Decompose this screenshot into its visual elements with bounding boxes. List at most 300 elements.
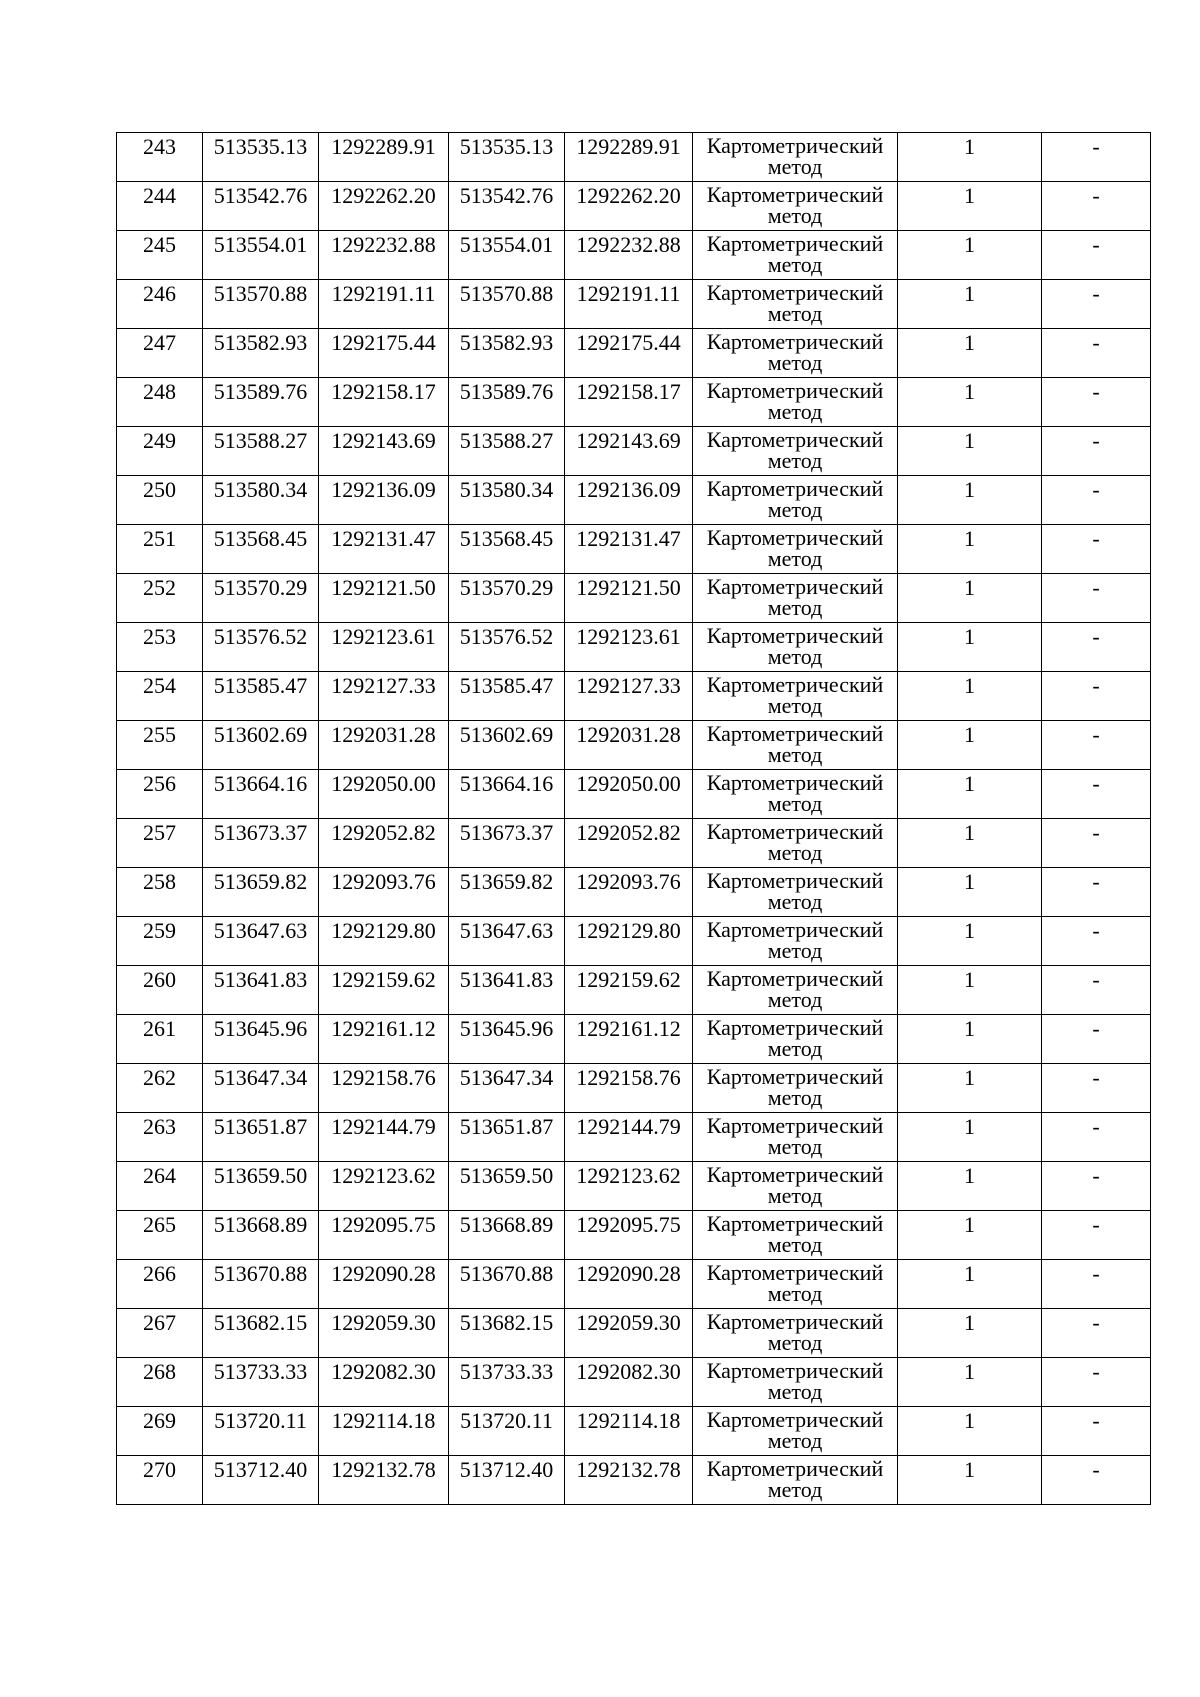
- point-number-cell: [117, 476, 203, 525]
- x-old-cell: [203, 427, 319, 476]
- cell-text: 1: [964, 232, 975, 257]
- cell-text: 513733.33: [213, 1359, 308, 1384]
- point-number-cell: [117, 182, 203, 231]
- cell-text: 269: [143, 1408, 176, 1433]
- cell-text: 513647.63: [459, 918, 554, 943]
- cell-text: 513570.88: [213, 281, 308, 306]
- cell-text: 1292136.09: [576, 477, 681, 502]
- method-line-2: метод: [767, 1281, 823, 1306]
- cell-text: 265: [143, 1212, 176, 1237]
- y-old-cell: [319, 1064, 449, 1113]
- method-cell: [693, 1113, 898, 1162]
- cell-text: -: [1092, 1408, 1100, 1433]
- cell-text: 246: [143, 281, 176, 306]
- method-line-2: метод: [767, 987, 823, 1012]
- cell-text: 513570.29: [459, 575, 554, 600]
- y-new-cell: [565, 917, 693, 966]
- x-old-cell: [203, 329, 319, 378]
- cell-text: 252: [143, 575, 176, 600]
- description-cell: [1042, 966, 1151, 1015]
- cell-text: -: [1092, 1359, 1100, 1384]
- cell-text: 513568.45: [213, 526, 308, 551]
- cell-text: 513554.01: [459, 232, 554, 257]
- y-new-cell: [565, 623, 693, 672]
- cell-text: 1292052.82: [576, 820, 681, 845]
- cell-text: 513664.16: [213, 771, 308, 796]
- x-old-cell: [203, 721, 319, 770]
- cell-text: 1: [964, 1457, 975, 1482]
- cell-text: 1: [964, 1163, 975, 1188]
- cell-text: 250: [143, 477, 176, 502]
- table-row: [117, 231, 1151, 280]
- cell-text: 513585.47: [459, 673, 554, 698]
- cell-text: -: [1092, 281, 1100, 306]
- description-cell: [1042, 1113, 1151, 1162]
- method-line-1: Картометрический: [706, 917, 884, 942]
- y-new-cell: [565, 329, 693, 378]
- x-new-cell: [449, 1358, 565, 1407]
- method-line-1: Картометрический: [706, 280, 884, 305]
- method-line-1: Картометрический: [706, 1211, 884, 1236]
- method-line-2: метод: [767, 301, 823, 326]
- cell-text: 1: [964, 428, 975, 453]
- cell-text: 513733.33: [459, 1359, 554, 1384]
- cell-text: 1292161.12: [331, 1016, 436, 1041]
- accuracy-cell: [898, 1407, 1042, 1456]
- cell-text: 513588.27: [213, 428, 308, 453]
- method-line-1: Картометрический: [706, 1113, 884, 1138]
- table-row: [117, 770, 1151, 819]
- method-line-2: метод: [767, 791, 823, 816]
- method-line-1: Картометрический: [706, 1309, 884, 1334]
- cell-text: 1: [964, 771, 975, 796]
- accuracy-cell: [898, 133, 1042, 182]
- y-new-cell: [565, 1113, 693, 1162]
- accuracy-cell: [898, 329, 1042, 378]
- cell-text: 1292114.18: [576, 1408, 681, 1433]
- x-new-cell: [449, 1211, 565, 1260]
- method-cell: [693, 1260, 898, 1309]
- x-old-cell: [203, 525, 319, 574]
- cell-text: 1: [964, 1261, 975, 1286]
- cell-text: -: [1092, 575, 1100, 600]
- cell-text: 1: [964, 673, 975, 698]
- cell-text: 1292232.88: [576, 232, 681, 257]
- method-cell: [693, 476, 898, 525]
- cell-text: -: [1092, 771, 1100, 796]
- description-cell: [1042, 1162, 1151, 1211]
- cell-text: 1292158.17: [576, 379, 681, 404]
- x-old-cell: [203, 1113, 319, 1162]
- description-cell: [1042, 868, 1151, 917]
- x-old-cell: [203, 917, 319, 966]
- cell-text: 1: [964, 1065, 975, 1090]
- point-number-cell: [117, 329, 203, 378]
- y-new-cell: [565, 378, 693, 427]
- y-old-cell: [319, 770, 449, 819]
- method-line-1: Картометрический: [706, 1162, 884, 1187]
- cell-text: 263: [143, 1114, 176, 1139]
- method-line-2: метод: [767, 1183, 823, 1208]
- table-row: [117, 574, 1151, 623]
- x-new-cell: [449, 1407, 565, 1456]
- cell-text: 1292114.18: [331, 1408, 436, 1433]
- method-line-2: метод: [767, 595, 823, 620]
- method-cell: [693, 280, 898, 329]
- method-line-2: метод: [767, 399, 823, 424]
- point-number-cell: [117, 966, 203, 1015]
- cell-text: 513668.89: [459, 1212, 554, 1237]
- y-new-cell: [565, 133, 693, 182]
- point-number-cell: [117, 868, 203, 917]
- description-cell: [1042, 280, 1151, 329]
- cell-text: 1292262.20: [331, 183, 436, 208]
- table-row: [117, 280, 1151, 329]
- method-line-2: метод: [767, 448, 823, 473]
- y-old-cell: [319, 1015, 449, 1064]
- cell-text: 1292095.75: [576, 1212, 681, 1237]
- cell-text: 1292052.82: [331, 820, 436, 845]
- x-new-cell: [449, 672, 565, 721]
- y-old-cell: [319, 378, 449, 427]
- x-old-cell: [203, 182, 319, 231]
- y-old-cell: [319, 1162, 449, 1211]
- cell-text: 1: [964, 1016, 975, 1041]
- x-old-cell: [203, 476, 319, 525]
- method-line-1: Картометрический: [706, 378, 884, 403]
- x-new-cell: [449, 427, 565, 476]
- x-old-cell: [203, 819, 319, 868]
- method-line-2: метод: [767, 889, 823, 914]
- cell-text: 266: [143, 1261, 176, 1286]
- method-line-2: метод: [767, 350, 823, 375]
- y-old-cell: [319, 476, 449, 525]
- cell-text: 1: [964, 1212, 975, 1237]
- description-cell: [1042, 182, 1151, 231]
- method-line-2: метод: [767, 644, 823, 669]
- point-number-cell: [117, 1358, 203, 1407]
- point-number-cell: [117, 1309, 203, 1358]
- cell-text: -: [1092, 1261, 1100, 1286]
- y-new-cell: [565, 966, 693, 1015]
- point-number-cell: [117, 1260, 203, 1309]
- cell-text: 513647.34: [213, 1065, 308, 1090]
- method-line-2: метод: [767, 742, 823, 767]
- method-cell: [693, 672, 898, 721]
- cell-text: 513568.45: [459, 526, 554, 551]
- cell-text: -: [1092, 1310, 1100, 1335]
- cell-text: 513651.87: [459, 1114, 554, 1139]
- y-new-cell: [565, 721, 693, 770]
- cell-text: 513673.37: [213, 820, 308, 845]
- cell-text: 513651.87: [213, 1114, 308, 1139]
- table-row: [117, 672, 1151, 721]
- cell-text: 513670.88: [213, 1261, 308, 1286]
- y-old-cell: [319, 1211, 449, 1260]
- method-line-1: Картометрический: [706, 476, 884, 501]
- x-old-cell: [203, 1064, 319, 1113]
- cell-text: 513582.93: [213, 330, 308, 355]
- x-new-cell: [449, 231, 565, 280]
- method-cell: [693, 966, 898, 1015]
- point-number-cell: [117, 1407, 203, 1456]
- x-new-cell: [449, 1162, 565, 1211]
- cell-text: 1292095.75: [331, 1212, 436, 1237]
- cell-text: 1: [964, 1359, 975, 1384]
- accuracy-cell: [898, 182, 1042, 231]
- point-number-cell: [117, 721, 203, 770]
- cell-text: 1292082.30: [331, 1359, 436, 1384]
- coordinates-table: [116, 132, 1151, 1505]
- cell-text: 260: [143, 967, 176, 992]
- cell-text: 1292158.76: [331, 1065, 436, 1090]
- cell-text: 245: [143, 232, 176, 257]
- cell-text: -: [1092, 1457, 1100, 1482]
- cell-text: 1292123.62: [576, 1163, 681, 1188]
- x-new-cell: [449, 574, 565, 623]
- cell-text: -: [1092, 330, 1100, 355]
- y-old-cell: [319, 231, 449, 280]
- accuracy-cell: [898, 1260, 1042, 1309]
- cell-text: 513576.52: [459, 624, 554, 649]
- x-old-cell: [203, 868, 319, 917]
- cell-text: 513580.34: [213, 477, 308, 502]
- table-row: [117, 525, 1151, 574]
- cell-text: 513647.34: [459, 1065, 554, 1090]
- accuracy-cell: [898, 1162, 1042, 1211]
- accuracy-cell: [898, 280, 1042, 329]
- table-row: [117, 1260, 1151, 1309]
- method-line-1: Картометрический: [706, 1260, 884, 1285]
- cell-text: 513682.15: [213, 1310, 308, 1335]
- y-new-cell: [565, 819, 693, 868]
- cell-text: 513659.50: [213, 1163, 308, 1188]
- cell-text: -: [1092, 477, 1100, 502]
- method-cell: [693, 133, 898, 182]
- cell-text: 1: [964, 183, 975, 208]
- cell-text: 1: [964, 330, 975, 355]
- cell-text: 1: [964, 1114, 975, 1139]
- y-new-cell: [565, 1162, 693, 1211]
- x-new-cell: [449, 182, 565, 231]
- y-new-cell: [565, 868, 693, 917]
- cell-text: 513588.27: [459, 428, 554, 453]
- x-new-cell: [449, 1309, 565, 1358]
- x-old-cell: [203, 1456, 319, 1505]
- method-line-2: метод: [767, 1379, 823, 1404]
- cell-text: 256: [143, 771, 176, 796]
- x-old-cell: [203, 574, 319, 623]
- y-new-cell: [565, 1309, 693, 1358]
- method-cell: [693, 1064, 898, 1113]
- cell-text: 1292129.80: [331, 918, 436, 943]
- cell-text: 1292232.88: [331, 232, 436, 257]
- x-new-cell: [449, 1456, 565, 1505]
- method-line-1: Картометрический: [706, 182, 884, 207]
- method-cell: [693, 770, 898, 819]
- cell-text: 513570.88: [459, 281, 554, 306]
- method-line-2: метод: [767, 1085, 823, 1110]
- y-new-cell: [565, 672, 693, 721]
- accuracy-cell: [898, 1015, 1042, 1064]
- cell-text: 1292031.28: [576, 722, 681, 747]
- x-new-cell: [449, 721, 565, 770]
- cell-text: 1292090.28: [331, 1261, 436, 1286]
- method-line-1: Картометрический: [706, 574, 884, 599]
- cell-text: 1292050.00: [331, 771, 436, 796]
- description-cell: [1042, 525, 1151, 574]
- cell-text: 1292143.69: [331, 428, 436, 453]
- cell-text: 1: [964, 1408, 975, 1433]
- method-cell: [693, 427, 898, 476]
- description-cell: [1042, 721, 1151, 770]
- cell-text: 1292191.11: [331, 281, 436, 306]
- cell-text: 513645.96: [213, 1016, 308, 1041]
- y-old-cell: [319, 427, 449, 476]
- description-cell: [1042, 378, 1151, 427]
- cell-text: 513712.40: [459, 1457, 554, 1482]
- point-number-cell: [117, 1015, 203, 1064]
- method-line-1: Картометрический: [706, 231, 884, 256]
- cell-text: 253: [143, 624, 176, 649]
- y-old-cell: [319, 623, 449, 672]
- point-number-cell: [117, 1211, 203, 1260]
- cell-text: 1292136.09: [331, 477, 436, 502]
- method-line-2: метод: [767, 1330, 823, 1355]
- cell-text: 270: [143, 1457, 176, 1482]
- cell-text: 1292158.76: [576, 1065, 681, 1090]
- y-old-cell: [319, 721, 449, 770]
- cell-text: -: [1092, 134, 1100, 159]
- cell-text: 513576.52: [213, 624, 308, 649]
- cell-text: 1292129.80: [576, 918, 681, 943]
- method-cell: [693, 623, 898, 672]
- cell-text: 513659.50: [459, 1163, 554, 1188]
- cell-text: 1: [964, 624, 975, 649]
- x-new-cell: [449, 1260, 565, 1309]
- description-cell: [1042, 1064, 1151, 1113]
- table-row: [117, 476, 1151, 525]
- accuracy-cell: [898, 1113, 1042, 1162]
- y-new-cell: [565, 280, 693, 329]
- table-row: [117, 917, 1151, 966]
- cell-text: 255: [143, 722, 176, 747]
- cell-text: -: [1092, 869, 1100, 894]
- y-old-cell: [319, 574, 449, 623]
- cell-text: -: [1092, 673, 1100, 698]
- method-cell: [693, 1358, 898, 1407]
- x-old-cell: [203, 1015, 319, 1064]
- method-line-2: метод: [767, 252, 823, 277]
- method-line-2: метод: [767, 1428, 823, 1453]
- cell-text: 1: [964, 1310, 975, 1335]
- x-old-cell: [203, 378, 319, 427]
- method-cell: [693, 819, 898, 868]
- description-cell: [1042, 917, 1151, 966]
- accuracy-cell: [898, 525, 1042, 574]
- accuracy-cell: [898, 672, 1042, 721]
- x-new-cell: [449, 966, 565, 1015]
- y-old-cell: [319, 133, 449, 182]
- x-old-cell: [203, 1407, 319, 1456]
- cell-text: 513664.16: [459, 771, 554, 796]
- accuracy-cell: [898, 1211, 1042, 1260]
- method-line-1: Картометрический: [706, 672, 884, 697]
- accuracy-cell: [898, 819, 1042, 868]
- cell-text: 1292121.50: [331, 575, 436, 600]
- cell-text: 1: [964, 379, 975, 404]
- cell-text: 513712.40: [213, 1457, 308, 1482]
- x-old-cell: [203, 966, 319, 1015]
- cell-text: 244: [143, 183, 176, 208]
- table-row: [117, 1113, 1151, 1162]
- cell-text: 262: [143, 1065, 176, 1090]
- cell-text: 513682.15: [459, 1310, 554, 1335]
- cell-text: 1292158.17: [331, 379, 436, 404]
- cell-text: 1: [964, 134, 975, 159]
- accuracy-cell: [898, 917, 1042, 966]
- x-new-cell: [449, 819, 565, 868]
- table-row: [117, 721, 1151, 770]
- y-new-cell: [565, 476, 693, 525]
- method-line-1: Картометрический: [706, 721, 884, 746]
- table-row: [117, 427, 1151, 476]
- cell-text: 513641.83: [213, 967, 308, 992]
- cell-text: -: [1092, 1163, 1100, 1188]
- y-old-cell: [319, 1260, 449, 1309]
- cell-text: 1292131.47: [576, 526, 681, 551]
- cell-text: 1292191.11: [576, 281, 681, 306]
- point-number-cell: [117, 770, 203, 819]
- description-cell: [1042, 1407, 1151, 1456]
- accuracy-cell: [898, 721, 1042, 770]
- y-new-cell: [565, 1260, 693, 1309]
- cell-text: -: [1092, 1065, 1100, 1090]
- cell-text: 243: [143, 134, 176, 159]
- cell-text: 251: [143, 526, 176, 551]
- accuracy-cell: [898, 1358, 1042, 1407]
- point-number-cell: [117, 1162, 203, 1211]
- cell-text: -: [1092, 183, 1100, 208]
- method-line-1: Картометрический: [706, 623, 884, 648]
- cell-text: 1292127.33: [576, 673, 681, 698]
- method-line-2: метод: [767, 840, 823, 865]
- cell-text: 513670.88: [459, 1261, 554, 1286]
- method-line-1: Картометрический: [706, 819, 884, 844]
- cell-text: 1292144.79: [576, 1114, 681, 1139]
- cell-text: 1: [964, 477, 975, 502]
- y-old-cell: [319, 1456, 449, 1505]
- point-number-cell: [117, 1113, 203, 1162]
- y-new-cell: [565, 1064, 693, 1113]
- point-number-cell: [117, 917, 203, 966]
- table-row: [117, 378, 1151, 427]
- cell-text: 268: [143, 1359, 176, 1384]
- y-old-cell: [319, 1113, 449, 1162]
- cell-text: 513535.13: [459, 134, 554, 159]
- x-new-cell: [449, 133, 565, 182]
- y-old-cell: [319, 280, 449, 329]
- table-body: [117, 133, 1151, 1505]
- cell-text: 513659.82: [459, 869, 554, 894]
- cell-text: 1: [964, 575, 975, 600]
- table-row: [117, 966, 1151, 1015]
- y-old-cell: [319, 672, 449, 721]
- cell-text: 1292131.47: [331, 526, 436, 551]
- cell-text: 1292059.30: [331, 1310, 436, 1335]
- cell-text: 513535.13: [213, 134, 308, 159]
- cell-text: 513641.83: [459, 967, 554, 992]
